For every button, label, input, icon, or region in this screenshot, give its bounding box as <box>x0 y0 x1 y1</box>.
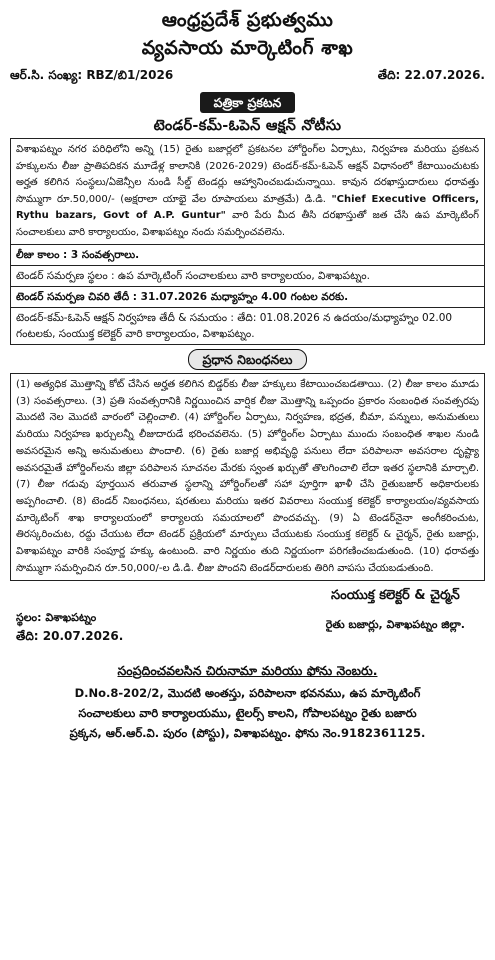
last-date-row: టెండర్ సమర్పణ చివరి తేదీ : 31.07.2026 మధ్యాహ్నం 4.00 గంటల వరకు. <box>10 287 485 308</box>
signatory-title: సంయుక్త కలెక్టర్ & చైర్మన్ <box>331 588 460 604</box>
conditions-label: ప్రధాన నిబంధనలు <box>188 349 308 370</box>
reference-row <box>10 68 485 86</box>
notice-date: తేది: 22.07.2026. <box>377 68 485 82</box>
auction-date-row: టెండర్-కమ్-ఓపెన్ ఆక్షన్ నిర్వహణ తేదీ & సమయం : తేది: 01.08.2026 న ఉదయం/మధ్యాహ్నం 02.00 గంటలకు, సంయుక్త కలెక్టర్ వారి కార్యాలయం, విశాఖపట్నం. <box>10 308 485 345</box>
signature-date: తేది: 20.07.2026. <box>16 629 124 644</box>
signatory-office: రైతు బజార్లు, విశాఖపట్నం జిల్లా. <box>325 618 465 632</box>
signature-place: స్థలం: విశాఖపట్నం <box>16 611 97 625</box>
contact-address <box>10 683 485 743</box>
intro-paragraph <box>10 138 485 245</box>
conditions-text: (1) అత్యధిక మొత్తాన్ని కోట్ చేసిన అర్హత కలిగిన బిడ్డర్‌కు లీజు హక్కులు కేటాయించబడతాయి. (2) లీజు కాలం మూడు (3) సంవత్సరాలు. (3) ప్రతి సంవత్సరానికి నిర్ణయించిన వార్షిక లీజు మొత్తాన్ని ఒప్పందం ప్రకారం సంబంధిత సంవత్సరపు మొదటి నెల మొదటి వారంలో చెల్లించాలి. (4) హోర్డింగ్‌ల ఏర్పాటు, నిర్వహణ, భద్రత, బీమా, పన్నులు, అనుమతులు మరియు నిర్వహణ ఖర్చులన్నీ లీజుదారుడే భరించవలెను. (5) హోర్డింగ్‌ల ఏర్పాటు ముందు సంబంధిత శాఖల నుండి అవసరమైన అన్ని అనుమతులు పొందాలి. (6) రైతు బజార్ల అభివృద్ధి పనులు లేదా పరిపాలనా అవసరాల దృష్ట్యా అవసరమైతే హోర్డింగ్‌లను జిల్లా పరిపాలన సూచనల మేరకు స్వంత ఖర్చుతో తొలగించాలి లేదా ఇతర స్థలానికి మార్చాలి. (7) లీజు గడువు పూర్తయిన తరువాత స్థలాన్ని హోర్డింగ్‌లతో సహా పూర్తిగా ఖాళీ చేసి రైతుబజార్ అధికారులకు అప్పగించాలి. (8) టెండర్ నిబంధనలు, షరతులు మరియు ఇతర వివరాలు సంయుక్త కలెక్టర్ కార్యాలయం/వ్యవసాయ మార్కెటింగ్ శాఖ కార్యాలయంలో కార్యాలయ సమయాలలో పొందవచ్చు. (9) ఏ టెండర్‌నైనా అంగీకరించుట, తిరస్కరించుట, రద్దు చేయుట లేదా టెండర్ ప్రక్రియలో మార్పులు చేయుటకు సంయుక్త కలెక్టర్ & చైర్మన్, రైతు బజార్లు, విశాఖపట్నం వారికి సంపూర్ణ హక్కు ఉంటుంది. వారి నిర్ణయం తుది నిర్ణయంగా పరిగణించబడుతుంది. (10) ధరావత్తు సొమ్ముగా సమర్పించిన రూ.50,000/-ల డి.డి. లీజు పొందని టెండర్‌దారులకు తిరిగి వాపసు చేయబడుతుంది. <box>10 373 485 581</box>
contact-line-3: ప్రక్కన, ఆర్.ఆర్.వి. పురం (పోస్టు), విశాఖపట్నం. ఫోను నెం.9182361125. <box>69 726 426 741</box>
dd-payee: "Chief Executive Officers, Rythu bazars, Govt of A.P. Guntur" <box>16 193 479 221</box>
notice-title: టెండర్-కమ్-ఓపెన్ ఆక్షన్ నోటీసు <box>153 118 342 134</box>
intro-text-1: విశాఖపట్నం నగర పరిధిలోని అన్ని (15) రైతు బజార్లలో ప్రకటనల హోర్డింగ్‌ల ఏర్పాటు, నిర్వహణ మరియు ప్రకటన హక్కులను లీజు ప్రాతిపదికన మూడేళ్ల కాలానికి (2026-2029) టెండర్-కమ్-ఓపెన్ ఆక్షన్ విధానంలో కేటాయించుటకు అర్హత కలిగిన సంస్థలు/ఏజెన్సీల నుండి సీల్డ్ టెండర్లు ఆహ్వానించబడుచున్నాయి. కావున దరఖాస్తుదారులు ధరావత్తు సొమ్ముగా రూ.50,000/- (అక్షరాలా యాభై వేల రూపాయలు మాత్రమే) డి.డి. <box>16 144 479 205</box>
press-banner-wrap <box>10 92 485 114</box>
submission-place-row: టెండర్ సమర్పణ స్థలం : ఉప మార్కెటింగ్ సంచాలకులు వారి కార్యాలయం, విశాఖపట్నం. <box>10 266 485 287</box>
department-title: వ్యవసాయ మార్కెటింగ్ శాఖ <box>141 37 354 59</box>
contact-line-1: D.No.8-202/2, మొదటి అంతస్తు, పరిపాలనా భవనము, ఉప మార్కెటింగ్ <box>74 686 421 701</box>
contact-line-2: సంచాలకులు వారి కార్యాలయము, టైలర్స్ కాలని, గోపాలపట్నం రైతు బజారు <box>78 706 417 721</box>
contact-heading: సంప్రదించవలసిన చిరునామా మరియు ఫోను నెంబరు. <box>117 663 378 679</box>
rc-number: ఆర్.సి. సంఖ్య: RBZ/బి1/2026 <box>10 68 174 82</box>
intro-text-2: వారి పేరు మీద తీసి దరఖాస్తుతో జత చేసి ఉప మార్కెటింగ్ సంచాలకులు వారి కార్యాలయం, విశాఖపట్నం నందు సమర్పించవలెను. <box>16 210 480 238</box>
signatory <box>326 585 465 635</box>
lease-period-row: లీజు కాలం : 3 సంవత్సరాలు. <box>10 245 485 266</box>
govt-title: ఆంధ్రప్రదేశ్ ప్రభుత్వము <box>161 9 334 31</box>
signature-block <box>10 585 485 655</box>
press-release-banner: పత్రికా ప్రకటన <box>200 92 296 113</box>
conditions-label-wrap <box>10 349 485 371</box>
